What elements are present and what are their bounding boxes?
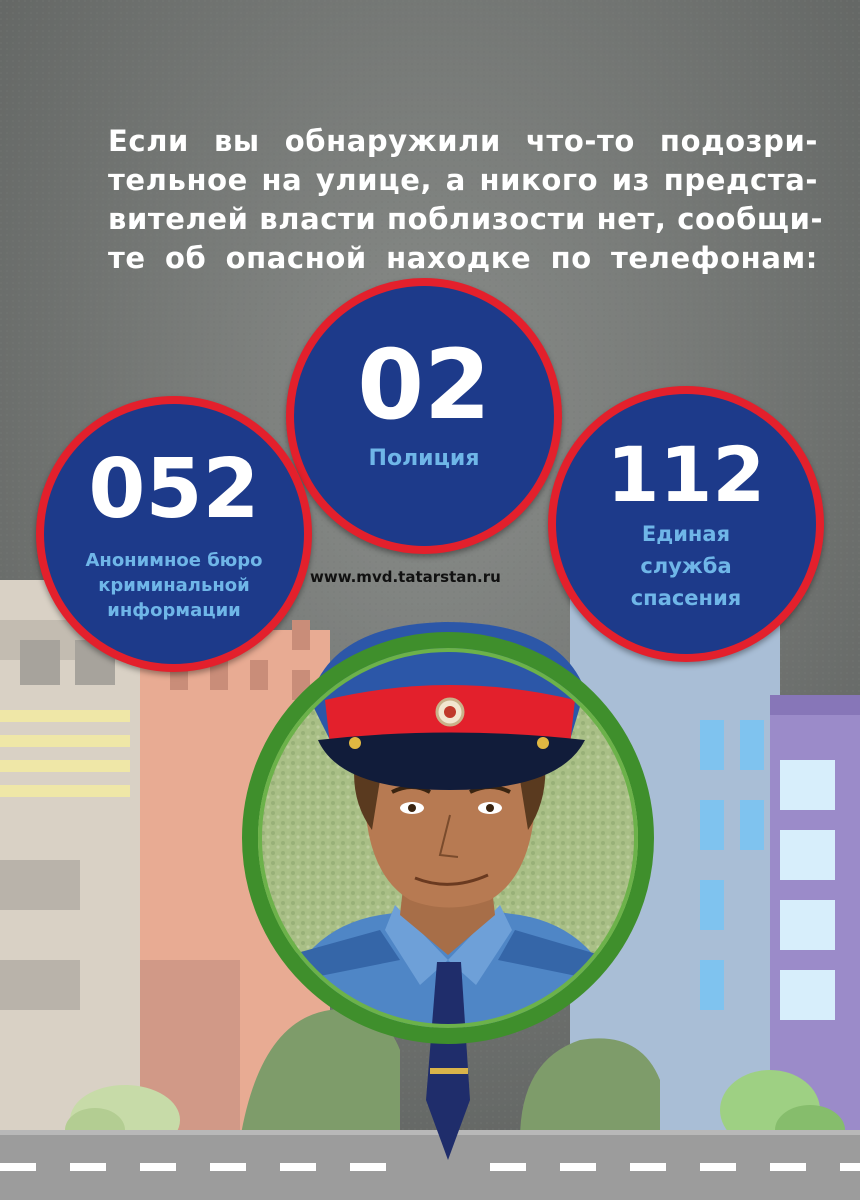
headline-text <box>108 122 824 278</box>
headline-line-1: Если вы обнаружили что-то подозри- <box>108 124 818 158</box>
phone-label-rescue-line-3: спасения <box>630 586 742 610</box>
phone-label-crime-bureau-line-3: информации <box>107 600 241 621</box>
phone-label-police: Полиция <box>368 446 480 471</box>
phone-number-police: 02 <box>357 329 491 441</box>
phone-number-crime-bureau: 052 <box>88 442 260 537</box>
headline-line-4: те об опасной находке по телефонам: <box>108 241 818 275</box>
road <box>0 1130 860 1200</box>
phone-circle-rescue <box>548 386 824 662</box>
phone-circle-crime-bureau <box>36 396 312 672</box>
headline-line-2: тельное на улице, а никого из предста- <box>108 163 818 197</box>
phone-label-crime-bureau-line-2: криминальной <box>98 575 250 596</box>
phone-circle-police <box>286 278 562 554</box>
phone-label-crime-bureau-line-1: Анонимное бюро <box>85 550 263 571</box>
headline-line-3: вителей власти поблизости нет, сообщи- <box>108 202 824 236</box>
phone-label-rescue-line-1: Единая <box>641 522 731 546</box>
phone-number-rescue: 112 <box>606 430 766 519</box>
website-link[interactable]: www.mvd.tatarstan.ru <box>310 568 501 586</box>
phone-label-rescue-line-2: служба <box>640 554 732 578</box>
